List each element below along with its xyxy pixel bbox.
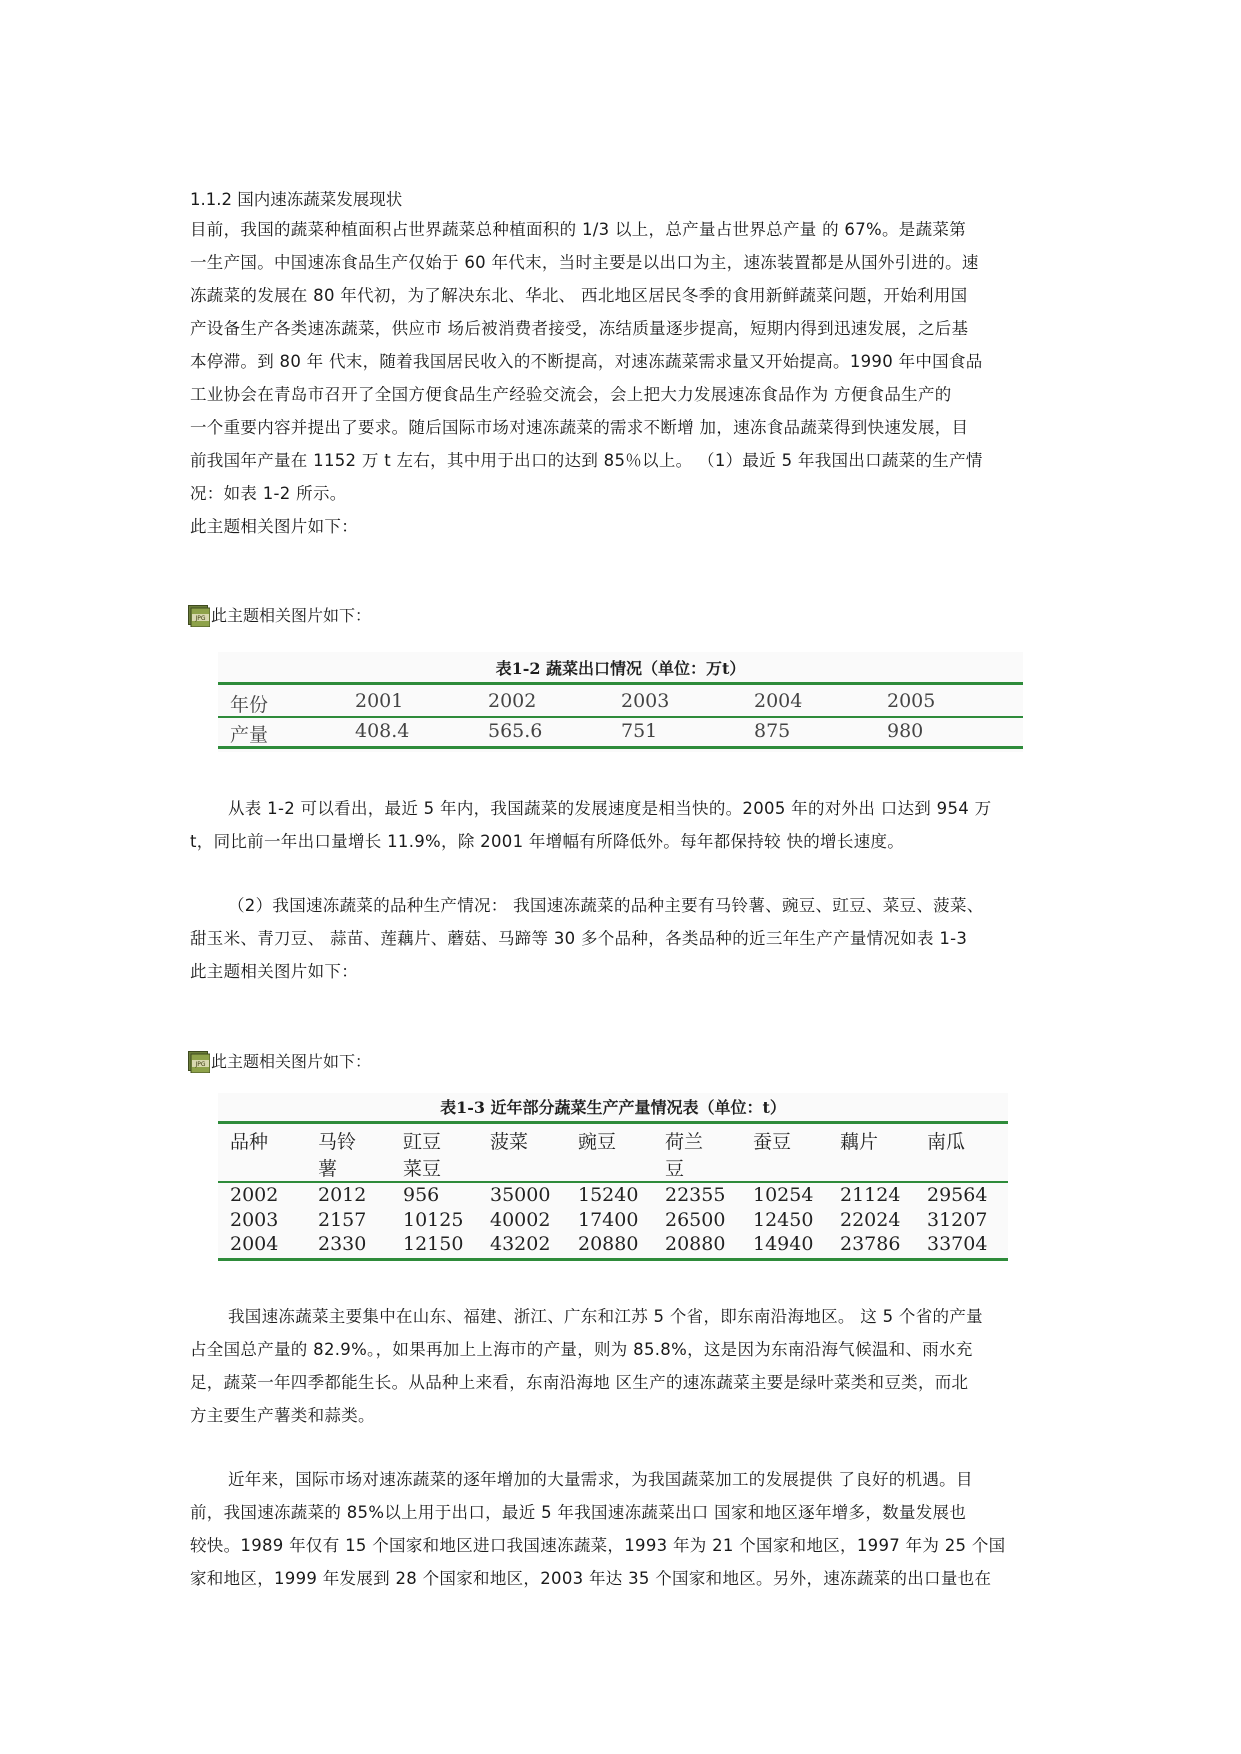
caption-text: 此主题相关图片如下：	[211, 606, 372, 625]
text-line: 目前，我国的蔬菜种植面积占世界蔬菜总种植面积的 1/3 以上，总产量占世界总产量 的 67%。是蔬菜第	[190, 220, 967, 239]
table-cell: 10125	[403, 1209, 464, 1231]
table-cell: 豌豆	[578, 1131, 617, 1153]
table-cell: 2330	[318, 1233, 367, 1255]
paragraph-intro	[190, 213, 1070, 543]
table-cell: 17400	[578, 1209, 639, 1231]
text-line: 占全国总产量的 82.9%。，如果再加上上海市的产量，则为 85.8%，这是因为东南沿海气候温和、雨水充	[190, 1340, 973, 1359]
table-cell: 22024	[840, 1209, 901, 1231]
table-cell: 2001	[355, 690, 404, 712]
table-cell: 豇豆	[403, 1131, 442, 1153]
table-rule-top	[218, 682, 1023, 685]
paragraph-export	[190, 1463, 1070, 1595]
table-cell: 2003	[230, 1209, 279, 1231]
table-cell: 2157	[318, 1209, 367, 1231]
table-title: 表1-3 近年部分蔬菜生产产量情况表（单位：t）	[440, 1098, 786, 1117]
table-cell: 蚕豆	[753, 1131, 792, 1153]
section-heading: 1.1.2 国内速冻蔬菜发展现状	[190, 190, 403, 209]
table-rule-mid	[218, 1181, 1008, 1183]
table-cell	[578, 1154, 665, 1181]
table-cell: 马铃	[318, 1131, 357, 1153]
table-cell: 21124	[840, 1184, 901, 1206]
table-title: 表1-2 蔬菜出口情况（单位：万t）	[495, 659, 746, 678]
table-row	[230, 720, 1007, 747]
table-1-2-image	[218, 652, 1023, 752]
table-row	[230, 1233, 1007, 1255]
table-cell: 2004	[230, 1233, 279, 1255]
paragraph-table-1-2-analysis	[190, 792, 1070, 858]
svg-text:JPG: JPG	[195, 615, 206, 622]
table-cell: 荷兰	[665, 1131, 704, 1153]
text-line: 从表 1-2 可以看出，最近 5 年内，我国蔬菜的发展速度是相当快的。2005 年的对外出 口达到 954 万	[228, 799, 992, 818]
image-caption	[188, 604, 371, 628]
table-cell: 14940	[753, 1233, 814, 1255]
table-cell: 2012	[318, 1184, 367, 1206]
table-cell: 43202	[490, 1233, 551, 1255]
text-line: 本停滞。到 80 年 代末，随着我国居民收入的不断提高，对速冻蔬菜需求量又开始提高。1990 年中国食品	[190, 352, 983, 371]
table-cell: 10254	[753, 1184, 814, 1206]
table-cell	[490, 1154, 578, 1181]
table-cell: 2003	[621, 690, 670, 712]
table-cell	[927, 1154, 1007, 1181]
table-cell: 12450	[753, 1209, 814, 1231]
table-cell	[230, 1154, 318, 1181]
table-cell	[840, 1154, 927, 1181]
table-cell: 980	[887, 720, 924, 742]
caption-text: 此主题相关图片如下：	[211, 1052, 372, 1071]
text-line: 工业协会在青岛市召开了全国方便食品生产经验交流会，会上把大力发展速冻食品作为 方便食品生产的	[190, 385, 952, 404]
table-cell: 565.6	[488, 720, 543, 742]
paragraph-varieties	[190, 889, 1070, 988]
text-line: 一生产国。中国速冻食品生产仅始于 60 年代末，当时主要是以出口为主，速冻装置都是从国外引进的。速	[190, 253, 979, 272]
table-cell: 南瓜	[927, 1131, 966, 1153]
text-line: 足，蔬菜一年四季都能生长。从品种上来看，东南沿海地 区生产的速冻蔬菜主要是绿叶菜类和豆类，而北	[190, 1373, 969, 1392]
table-1-3-image	[218, 1093, 1008, 1261]
table-header-row	[230, 690, 1007, 717]
table-header-row-continued	[230, 1154, 1007, 1181]
text-line: 近年来，国际市场对速冻蔬菜的逐年增加的大量需求，为我国蔬菜加工的发展提供 了良好的机遇。目	[228, 1470, 973, 1489]
text-line: 家和地区，1999 年发展到 28 个国家和地区，2003 年达 35 个国家和地区。另外，速冻蔬菜的出口量也在	[190, 1569, 992, 1588]
table-cell	[753, 1154, 840, 1181]
table-cell: 品种	[230, 1131, 269, 1153]
table-cell: 15240	[578, 1184, 639, 1206]
image-caption	[188, 1050, 371, 1074]
table-cell: 29564	[927, 1184, 988, 1206]
table-cell: 菜豆	[403, 1158, 442, 1180]
table-cell: 408.4	[355, 720, 410, 742]
table-cell: 20880	[665, 1233, 726, 1255]
table-cell: 22355	[665, 1184, 726, 1206]
text-line: 一个重要内容并提出了要求。随后国际市场对速冻蔬菜的需求不断增 加，速冻食品蔬菜得到快速发展，目	[190, 418, 969, 437]
svg-text:JPG: JPG	[195, 1061, 206, 1068]
table-cell: 20880	[578, 1233, 639, 1255]
table-cell: 40002	[490, 1209, 551, 1231]
text-line: 前，我国速冻蔬菜的 85%以上用于出口，最近 5 年我国速冻蔬菜出口 国家和地区逐年增多，数量发展也	[190, 1503, 967, 1522]
table-cell: 12150	[403, 1233, 464, 1255]
table-cell: 2005	[887, 690, 936, 712]
table-cell: 2002	[230, 1184, 279, 1206]
text-line: 产设备生产各类速冻蔬菜，供应市 场后被消费者接受，冻结质量逐步提高，短期内得到迅速发展，之后基	[190, 319, 969, 338]
text-line: 况：如表 1-2 所示。	[190, 484, 347, 503]
table-cell: 菠菜	[490, 1131, 529, 1153]
text-line: 甜玉米、青刀豆、 蒜苗、莲藕片、蘑菇、马蹄等 30 多个品种，各类品种的近三年生产产量情况如表 1-3	[190, 929, 968, 948]
text-line: 此主题相关图片如下：	[190, 517, 358, 536]
text-line: 前我国年产量在 1152 万 t 左右，其中用于出口的达到 85％以上。 （1）最近 5 年我国出口蔬菜的生产情	[190, 451, 983, 470]
table-cell: 薯	[318, 1158, 338, 1180]
table-rule-bottom	[218, 1258, 1008, 1261]
table-cell: 751	[621, 720, 658, 742]
table-cell: 26500	[665, 1209, 726, 1231]
table-cell: 33704	[927, 1233, 988, 1255]
text-line: 我国速冻蔬菜主要集中在山东、福建、浙江、广东和江苏 5 个省，即东南沿海地区。 这 5 个省的产量	[228, 1307, 983, 1326]
text-line: 较快。1989 年仅有 15 个国家和地区进口我国速冻蔬菜，1993 年为 21 个国家和地区，1997 年为 25 个国	[190, 1536, 1006, 1555]
text-line: （2）我国速冻蔬菜的品种生产情况： 我国速冻蔬菜的品种主要有马铃薯、豌豆、豇豆、菜豆、菠菜、	[228, 896, 984, 915]
table-cell: 藕片	[840, 1131, 879, 1153]
table-cell: 产量	[230, 724, 269, 746]
table-row	[230, 1184, 1007, 1206]
jpg-file-icon[interactable]	[188, 1051, 210, 1073]
text-line: 此主题相关图片如下：	[190, 962, 358, 981]
table-rule-bottom	[218, 746, 1023, 749]
text-line: 冻蔬菜的发展在 80 年代初，为了解决东北、华北、 西北地区居民冬季的食用新鲜蔬菜问题，开始利用国	[190, 286, 968, 305]
table-rule-mid	[218, 716, 1023, 718]
text-line: t，同比前一年出口量增长 11.9%，除 2001 年增幅有所降低外。每年都保持较 快的增长速度。	[190, 832, 905, 851]
table-cell: 31207	[927, 1209, 988, 1231]
paragraph-regions	[190, 1300, 1070, 1432]
table-cell: 956	[403, 1184, 440, 1206]
table-cell: 年份	[230, 694, 269, 716]
table-cell: 23786	[840, 1233, 901, 1255]
table-cell: 35000	[490, 1184, 551, 1206]
jpg-file-icon[interactable]	[188, 605, 210, 627]
table-cell: 2004	[754, 690, 803, 712]
table-cell: 2002	[488, 690, 537, 712]
table-header-row	[230, 1127, 1007, 1154]
table-cell: 豆	[665, 1158, 685, 1180]
table-rule-top	[218, 1121, 1008, 1124]
table-cell: 875	[754, 720, 791, 742]
text-line: 方主要生产薯类和蒜类。	[190, 1406, 375, 1425]
table-row	[230, 1209, 1007, 1231]
